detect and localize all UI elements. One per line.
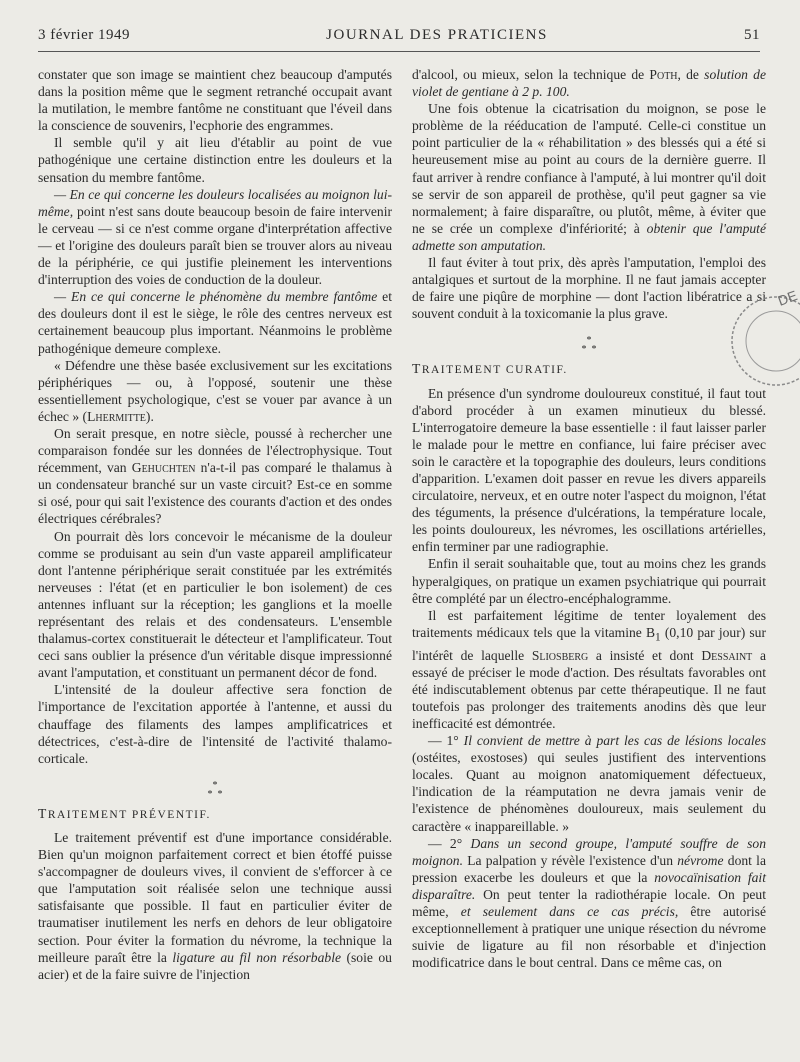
paragraph: On serait presque, en notre siècle, poussé à rechercher une comparaison fondée sur les données de l'électrophysique. Tout récemment, van Gehuchten n'a-t-il pas comparé le thalamus à un condensateur branché sur un vaste circuit? Est-ce en somme si osé, pour qui sait l'existence des courants d'action et des ondes électriques cérébrales? bbox=[38, 425, 392, 527]
emphasis: Dans un second groupe, l'amputé souffre de son moignon. bbox=[412, 835, 766, 868]
emphasis: obtenir que l'amputé admette son amputation. bbox=[412, 220, 766, 253]
section-separator: * * * bbox=[207, 779, 223, 800]
paragraph: — 1° Il convient de mettre à part les cas de lésions locales (ostéites, exostoses) qui seules justifient des interventions locales. Quant au moignon anatomiquement défectueux, l'indication de la réamputation ne devra jamais venir de l'existence de phénomènes douloureux, mais seulement du caractère « inappareillable. » bbox=[412, 733, 767, 834]
section-heading: TRAITEMENT CURATIF. bbox=[412, 361, 568, 377]
left-column bbox=[38, 66, 392, 983]
author-name: Lhermitte bbox=[87, 408, 146, 424]
paragraph: Enfin il serait souhaitable que, tout au moins chez les grands hyperalgiques, on pratique un examen psychiatrique qui pourrait être complété par un électro-encéphalogramme. bbox=[412, 556, 766, 606]
paragraph: L'intensité de la douleur affective sera fonction de l'importance de l'excitation apportée à l'antenne, et aussi du chauffage des filaments des lampes amplificatrices et détectrices, c'est-à-dire de l'intensité de l'activité thalamo-corticale. bbox=[38, 682, 392, 766]
emphasis: novocaïnisation fait disparaître. bbox=[412, 869, 766, 902]
page-number: 51 bbox=[743, 26, 760, 43]
author-name: Dessaint bbox=[701, 647, 753, 663]
paragraph: En présence d'un syndrome douloureux constitué, il faut tout d'abord procéder à un examen minutieux du blessé. L'interrogatoire demeure la base essentielle : il faut laisser parler le malade pour le mettre en confiance, lui faire préciser avec soin le caractère et la topographie des douleurs, leurs conditions d'apparition. L'examen doit passer en revue les divers appareils circulatoire, nerveux, et en outre noter l'aspect du moignon, l'état des téguments, la présence d'ulcérations, la température locale, les points douloureux, les névromes, les oscillations artérielles, enfin terminer par une radiographie. bbox=[412, 385, 766, 555]
header-rule bbox=[38, 51, 760, 52]
issue-date: 3 février 1949 bbox=[38, 26, 130, 43]
emphasis: — En ce qui concerne le phénomène du membre fantôme bbox=[54, 289, 378, 305]
paragraph: On pourrait dès lors concevoir le mécanisme de la douleur comme se produisant au sein d'un vaste appareil amplificateur dont l'antenne périphérique serait constituée par les extrémités nerveuses : l'état (et en particulier le bon isolement) de ces antennes influant sur la réception; les ganglions et la moelle représentant des relais et des condensateurs. L'ensemble thalamus-cortex constituerait le détecteur et l'amplificateur. Tout ceci sans oublier la présence d'un véritable disque impressionné avant l'amputation, et constituant un permanent décor de fond. bbox=[38, 528, 392, 681]
section-heading: TRAITEMENT PRÉVENTIF. bbox=[38, 805, 211, 821]
paragraph: d'alcool, ou mieux, selon la technique de Poth, de solution de violet de gentiane à 2 p. 100. bbox=[412, 67, 767, 100]
paragraph: Le traitement préventif est d'une importance considérable. Bien qu'un moignon parfaitement correct et bien étoffé puisse s'accompagner de douleurs vives, il convient de s'efforcer à ce que l'amputation soit réalisée selon une technique aussi satisfaisante que possible. Il faut en particulier éviter de traumatiser inutilement les nerfs en dehors de leur obligatoire section. Pour éviter la formation du névrome, la technique la meilleure paraît être la ligature au fil non résorbable (soie ou acier) et de la faire suivre de l'injection bbox=[38, 829, 392, 982]
stamp-text: DE bbox=[775, 287, 800, 309]
paragraph: Il semble qu'il y ait lieu d'établir au point de vue pathogénique une certaine distinction entre les douleurs et la sensation du membre fantôme. bbox=[38, 135, 392, 185]
author-name: Gehuchten bbox=[131, 460, 196, 476]
author-name: Poth bbox=[649, 67, 678, 82]
paragraph: Une fois obtenue la cicatrisation du moignon, se pose le problème de la rééducation de l'amputé. Celle-ci constitue un point particulier de la « réhabilitation » des blessés qui a été si heureusement mise au point au cours de la dernière guerre. Il faut arriver à rendre confiance à l'amputé, à lui montrer qu'il doit se servir de son appareil de prothèse, qu'il peut gagner sa vie normalement; à faire disparaître, ou plutôt, même, à éviter que ne se crée un complexe d'infériorité; à obtenir que l'amputé admette son amputation. bbox=[412, 101, 766, 253]
paragraph: constater que son image se maintient chez beaucoup d'amputés dans la position même que le segment retranché occupait avant la mutilation, le membre fantôme ne constituant que l'éveil dans la conscience de souvenirs, l'ecphorie des engrammes. bbox=[38, 67, 392, 134]
emphasis: solution de violet de gentiane à 2 p. 100. bbox=[412, 67, 767, 100]
page-header bbox=[38, 22, 760, 48]
emphasis: et seulement dans ce cas précis, bbox=[460, 904, 679, 920]
paragraph: Il est parfaitement légitime de tenter loyalement des traitements médicaux tels que la vitamine $B_1$ (0,10 par jour) sur l'intérêt de laquelle Sliosberg a insisté et dont Dessaint a essayé de préciser le mode d'action. Des résultats favorables ont été indiscutablement obtenus par cette thérapeutique. Il ne faut toutefois pas prolonger des traitements anodins dès que leur inefficacité est démontrée. bbox=[412, 607, 766, 731]
paragraph: Il faut éviter à tout prix, dès après l'amputation, l'emploi des antalgiques et surtout de la morphine. Il ne faut jamais accepter de faire une piqûre de morphine — dont l'action libératrice a si souvent conduit à la toxicomanie la plus grave. bbox=[412, 255, 766, 322]
emphasis: — En ce qui concerne les douleurs localisées au moignon lui-même, bbox=[38, 186, 392, 219]
paragraph: — 2° Dans un second groupe, l'amputé souffre de son moignon. La palpation y révèle l'existence d'un névrome dont la pression exacerbe les douleurs et que la novocaïnisation fait disparaître. On peut tenter la radiothérapie locale. On peut même, et seulement dans ce cas précis, être autorisé exceptionnellement à pratiquer une unique résection du névrome suivie de ligature au fil non résorbable et d'injection modificatrice dans le bout central. Dans ce même cas, on bbox=[412, 835, 766, 971]
emphasis: ligature au fil non résorbable bbox=[172, 949, 342, 965]
paragraph: — En ce qui concerne les douleurs localisées au moignon lui-même, point n'est sans doute beaucoup besoin de faire intervenir le cerveau — si ce n'est comme organe d'interprétation affective — et l'origine des douleurs paraît bien se trouver alors au niveau de la périphérie, ce qui justifie pleinement les interventions d'interruption des voies de conduction de la douleur. bbox=[38, 186, 392, 288]
author-name: Sliosberg bbox=[531, 647, 589, 663]
right-column bbox=[412, 66, 766, 971]
emphasis: névrome bbox=[677, 852, 724, 868]
journal-title: JOURNAL DES PRATICIENS bbox=[326, 26, 548, 43]
emphasis: Il convient de mettre à part les cas de lésions locales bbox=[463, 733, 767, 749]
paragraph: — En ce qui concerne le phénomène du membre fantôme et des douleurs dont il est le siège, le rôle des centres nerveux est certainement beaucoup plus important. Néanmoins le problème pathogénique demeure complexe. bbox=[38, 289, 392, 356]
quotation: « Défendre une thèse basée exclusivement sur les excitations périphériques — ou, à l'opposé, soutenir une thèse essentiellement psychologique, c'est se vouer par avance à un échec » (Lhermitte). bbox=[38, 357, 392, 424]
section-separator: * * * bbox=[581, 335, 597, 356]
